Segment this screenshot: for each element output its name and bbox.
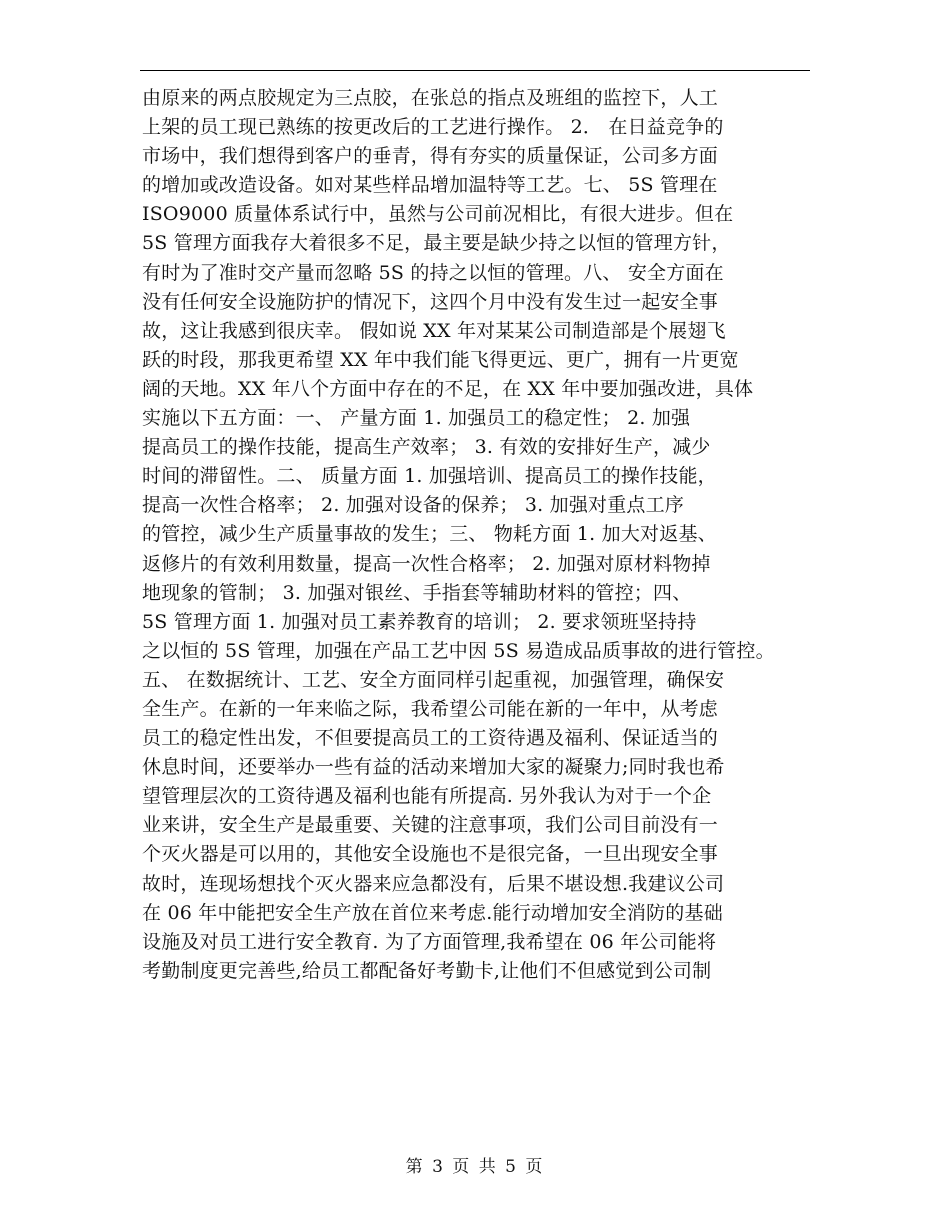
body-line: 市场中，我们想得到客户的垂青，得有夯实的质量保证，公司多方面 (142, 145, 719, 168)
body-line: 业来讲，安全生产是最重要、关键的注意事项，我们公司目前没有一 (142, 814, 719, 837)
body-line: 故时，连现场想找个灭火器来应急都没有，后果不堪设想.我建议公司 (142, 872, 725, 895)
body-line: 的增加或改造设备。如对某些样品增加温特等工艺。七、 5S 管理在 (142, 174, 718, 197)
body-line: 地现象的管制； 3. 加强对银丝、手指套等辅助材料的管控；四、 (142, 581, 692, 604)
body-line: 全生产。在新的一年来临之际，我希望公司能在新的一年中，从考虑 (142, 697, 719, 720)
body-line: ISO9000 质量体系试行中，虽然与公司前况相比，有很大进步。但在 (142, 203, 734, 226)
document-body (142, 84, 822, 986)
body-line: 由原来的两点胶规定为三点胶，在张总的指点及班组的监控下，人工 (142, 87, 719, 109)
body-line: 五、 在数据统计、工艺、安全方面同样引起重视，加强管理，确保安 (142, 668, 725, 691)
body-line: 5S 管理方面 1. 加强对员工素养教育的培训； 2. 要求领班坚持持 (142, 610, 697, 633)
body-line: 提高一次性合格率； 2. 加强对设备的保养； 3. 加强对重点工序 (142, 494, 685, 517)
body-line: 个灭火器是可以用的，其他安全设施也不是很完备，一旦出现安全事 (142, 843, 719, 866)
body-line: 有时为了准时交产量而忽略 5S 的持之以恒的管理。八、 安全方面在 (142, 261, 724, 284)
body-line: 没有任何安全设施防护的情况下，这四个月中没有发生过一起安全事 (142, 290, 719, 313)
body-line: 望管理层次的工资待遇及福利也能有所提高. 另外我认为对于一个企 (142, 785, 712, 808)
body-line: 提高员工的操作技能，提高生产效率； 3. 有效的安排好生产，减少 (142, 436, 711, 459)
body-line: 设施及对员工进行安全教育. 为了方面管理,我希望在 06 年公司能将 (142, 930, 717, 953)
body-line: 5S 管理方面我存大着很多不足，最主要是缺少持之以恒的管理方针， (142, 232, 731, 255)
body-line: 返修片的有效利用数量，提高一次性合格率； 2. 加强对原材料物掉 (142, 552, 711, 575)
body-line: 故，这让我感到很庆幸。 假如说 XX 年对某某公司制造部是个展翅飞 (142, 319, 726, 342)
body-line: 在 06 年中能把安全生产放在首位来考虑.能行动增加安全消防的基础 (142, 901, 723, 924)
body-line: 时间的滞留性。二、 质量方面 1. 加强培训、提高员工的操作技能， (142, 465, 717, 488)
body-line: 阔的天地。XX 年八个方面中存在的不足，在 XX 年中要加强改进，具体 (142, 377, 754, 400)
header-rule (140, 70, 810, 71)
body-line: 跃的时段，那我更希望 XX 年中我们能飞得更远、更广，拥有一片更宽 (142, 348, 739, 371)
page-footer: 第 3 页 共 5 页 (405, 1157, 545, 1177)
body-line: 之以恒的 5S 管理，加强在产品工艺中因 5S 易造成品质事故的进行管控。 (142, 639, 775, 662)
body-line: 实施以下五方面：一、 产量方面 1. 加强员工的稳定性； 2. 加强 (142, 407, 691, 430)
body-line: 上架的员工现已熟练的按更改后的工艺进行操作。 2． 在日益竞争的 (142, 116, 724, 139)
body-line: 的管控，减少生产质量事故的发生；三、 物耗方面 1. 加大对返基、 (142, 523, 717, 546)
body-line: 考勤制度更完善些,给员工都配备好考勤卡,让他们不但感觉到公司制 (142, 959, 712, 982)
body-line: 休息时间，还要举办一些有益的活动来增加大家的凝聚力;同时我也希 (142, 756, 725, 779)
body-line: 员工的稳定性出发，不但要提高员工的工资待遇及福利、保证适当的 (142, 727, 719, 750)
